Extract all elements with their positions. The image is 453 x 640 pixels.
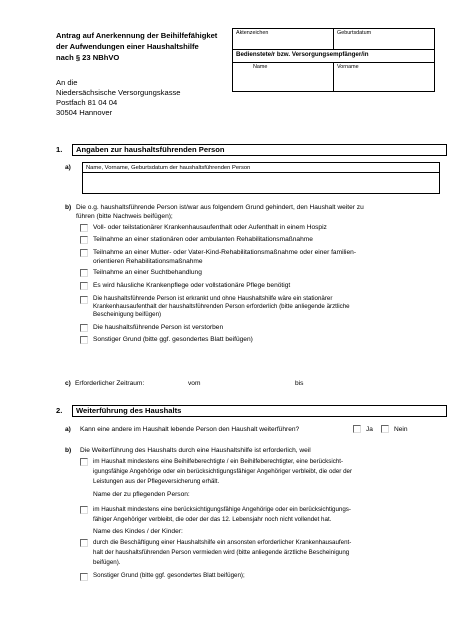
zeitraum-label: Erforderlicher Zeitraum: [75, 380, 145, 387]
name-pflege-label: Name der zu pflegenden Person: [93, 491, 190, 498]
checkbox-krankenhaus[interactable] [80, 224, 88, 232]
option-line: Bescheinigung beifügen) [93, 311, 162, 318]
checkbox-mutter-kind[interactable] [80, 249, 88, 257]
option-verstorben: Die haushaltsführende Person ist verstorben [93, 324, 224, 331]
section2-b-intro: Die Weiterführung des Haushalts durch eine Haushaltshilfe ist erforderlich, weil [80, 447, 311, 454]
section1-c-label: c) [65, 380, 71, 387]
checkbox-erkrankt[interactable] [80, 296, 88, 304]
checkbox-sonstiger-grund-2[interactable] [80, 573, 88, 581]
zeitraum-vom-label: vom [188, 380, 201, 387]
form-title [56, 30, 217, 63]
checkbox-pflegeversicherung[interactable] [80, 458, 88, 466]
checkbox-krankenhaus-vermeiden[interactable] [80, 539, 88, 547]
option-line: halt der haushaltsführenden Person vermieden wird (bitte anliegende ärztliche Bescheinigung [93, 549, 350, 556]
section1-b-label: b) [65, 204, 72, 211]
option-line: Die haushaltsführende Person ist erkrankt und ohne Haushaltshilfe wäre ein stationärer [93, 295, 333, 302]
option-sonstiger-grund-1: Sonstiger Grund (bitte ggf. gesondertes Blatt beifügen) [93, 336, 253, 343]
option-line: orientieren Rehabilitationsmaßnahme [93, 258, 203, 265]
option-mutter-kind [93, 248, 356, 266]
option-sonstiger-grund-2: Sonstiger Grund (bitte ggf. gesondertes Blatt beifügen); [93, 572, 245, 579]
bediensteter-label: Bedienstete/r bzw. Versorgungsempfänger/in [236, 51, 369, 58]
option-line: beifügen). [93, 559, 121, 566]
name-kind-label: Name des Kindes / der Kinder: [93, 528, 183, 535]
intro-line: Die o.g. haushaltsführende Person ist/war aus folgendem Grund gehindert, den Haushalt weiter zu [76, 204, 364, 211]
option-line: fähiger Angehöriger verbleibt, die oder der das 12. Lebensjahr noch nicht vollendet hat. [93, 516, 332, 523]
option-krankenhaus: Voll- oder teilstationärer Krankenhausaufenthalt oder Aufenthalt in einem Hospiz [93, 224, 327, 231]
option-pflege: Es wird häusliche Krankenpflege oder vollstationäre Pflege benötigt [93, 282, 291, 289]
section1-number: 1. [56, 145, 63, 154]
section2-a-label: a) [65, 426, 71, 433]
address-line: Postfach 81 04 04 [56, 98, 118, 107]
field-caption: Name, Vorname, Geburtsdatum der haushaltsführenden Person [86, 165, 251, 171]
section2-heading: Weiterführung des Haushalts [72, 405, 447, 417]
checkbox-ja[interactable] [353, 425, 361, 433]
section2-number: 2. [56, 406, 63, 415]
checkbox-verstorben[interactable] [80, 324, 88, 332]
option-line: Teilnahme an einer Mutter- oder Vater-Kind-Rehabilitationsmaßnahme oder einer familien- [93, 249, 357, 256]
option-krankenhaus-vermeiden [93, 538, 351, 568]
address-line: Niedersächsische Versorgungskasse [56, 88, 181, 97]
option-reha: Teilnahme an einer stationären oder ambulanten Rehabilitationsmaßnahme [93, 236, 313, 243]
checkbox-reha[interactable] [80, 236, 88, 244]
option-line: igungsfähige Angehörige oder ein berücksichtigungsfähiger Angehöriger verbleibt, die oder der [93, 468, 353, 475]
section1-a-label: a) [65, 164, 71, 171]
checkbox-kind-unter-12[interactable] [80, 506, 88, 514]
intro-line: führen (bitte Nachweis beifügen); [76, 213, 173, 220]
aktenzeichen-label: Aktenzeichen [236, 30, 269, 36]
option-pflegeversicherung [93, 457, 352, 487]
vorname-label: Vorname [337, 64, 359, 70]
ja-label: Ja [366, 426, 373, 433]
option-line: Leistungen aus der Pflegeversicherung erhält. [93, 478, 220, 485]
checkbox-nein[interactable] [381, 425, 389, 433]
option-kind-unter-12 [93, 505, 351, 525]
title-line: Antrag auf Anerkennung der Beihilfefähigket [56, 31, 218, 40]
option-line: im Haushalt mindestens eine berücksichtigungsfähige Angehörige oder ein berücksichtigungs- [93, 506, 351, 513]
option-sucht: Teilnahme an einer Suchtbehandlung [93, 269, 202, 276]
recipient-address [56, 78, 181, 118]
section2-b-label: b) [65, 447, 72, 454]
nein-label: Nein [394, 426, 408, 433]
zeitraum-bis-label: bis [295, 380, 304, 387]
option-line: Krankenhausaufenthalt der haushaltsführenden Person erforderlich (bitte anliegende ärztliche [93, 303, 350, 310]
option-erkrankt [93, 295, 350, 319]
section1-b-intro [76, 203, 436, 221]
checkbox-pflege[interactable] [80, 282, 88, 290]
applicant-id-box [232, 28, 435, 92]
haushaltsfuehrende-person-field[interactable] [82, 162, 440, 194]
checkbox-sonstiger-grund-1[interactable] [80, 336, 88, 344]
title-line: der Aufwendungen einer Haushaltshilfe [56, 42, 199, 51]
name-label: Name [253, 64, 268, 70]
address-line: An die [56, 78, 78, 87]
geburtsdatum-label: Geburtsdatum [337, 30, 372, 36]
option-line: durch die Beschäftigung einer Haushaltshilfe ein ansonsten erforderlicher Krankenhausaufent- [93, 539, 352, 546]
section2-a-question: Kann eine andere im Haushalt lebende Person den Haushalt weiterführen? [80, 426, 300, 433]
option-line: im Haushalt mindestens eine Beihilfeberechtigte / ein Beihilfeberechtigter, eine berücksicht- [93, 458, 344, 465]
title-line: nach § 23 NBhVO [56, 53, 120, 62]
address-line: 30504 Hannover [56, 108, 113, 117]
checkbox-sucht[interactable] [80, 269, 88, 277]
section1-heading: Angaben zur haushaltsführenden Person [72, 144, 447, 156]
